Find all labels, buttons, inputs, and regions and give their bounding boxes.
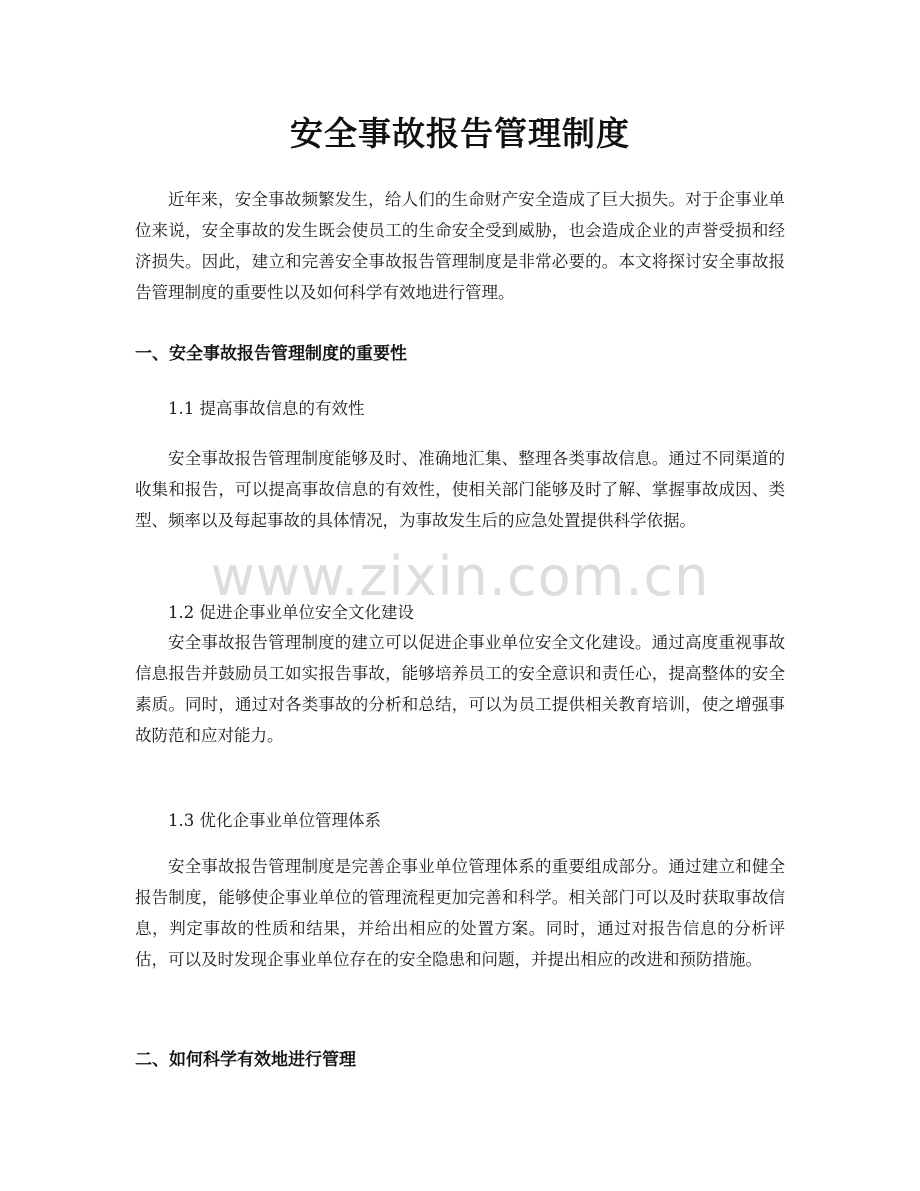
subheading-1-1: 1.1 提高事故信息的有效性 — [168, 399, 365, 418]
paragraph-1-2: 安全事故报告管理制度的建立可以促进企事业单位安全文化建设。通过高度重视事故信息报告并鼓励员工如实报告事故，能够培养员工的安全意识和责任心，提高整体的安全素质。同时，通过对各类事故的分析和总结，可以为员工提供相关教育培训，使之增强事故防范和应对能力。 — [135, 633, 785, 745]
section-1-heading: 一、安全事故报告管理制度的重要性 — [135, 344, 407, 364]
section-2-heading: 二、如何科学有效地进行管理 — [135, 1050, 356, 1070]
paragraph-1-1: 安全事故报告管理制度能够及时、准确地汇集、整理各类事故信息。通过不同渠道的收集和报告，可以提高事故信息的有效性，使相关部门能够及时了解、掌握事故成因、类型、频率以及每起事故的具体情况，为事故发生后的应急处置提供科学依据。 — [135, 449, 785, 530]
subheading-1-3: 1.3 优化企事业单位管理体系 — [168, 811, 381, 830]
subheading-1-2: 1.2 促进企事业单位安全文化建设 — [168, 603, 414, 622]
paragraph-1-3: 安全事故报告管理制度是完善企事业单位管理体系的重要组成部分。通过建立和健全报告制度，能够使企事业单位的管理流程更加完善和科学。相关部门可以及时获取事故信息，判定事故的性质和结果，并给出相应的处置方案。同时，通过对报告信息的分析评估，可以及时发现企事业单位存在的安全隐患和问题，并提出相应的改进和预防措施。 — [135, 857, 785, 969]
intro-paragraph: 近年来，安全事故频繁发生，给人们的生命财产安全造成了巨大损失。对于企事业单位来说，安全事故的发生既会使员工的生命安全受到威胁，也会造成企业的声誉受损和经济损失。因此，建立和完善安全事故报告管理制度是非常必要的。本文将探讨安全事故报告管理制度的重要性以及如何科学有效地进行管理。 — [135, 190, 785, 302]
document-title: 安全事故报告管理制度 — [290, 114, 630, 153]
watermark: www.zixin.com.cn — [210, 545, 710, 608]
